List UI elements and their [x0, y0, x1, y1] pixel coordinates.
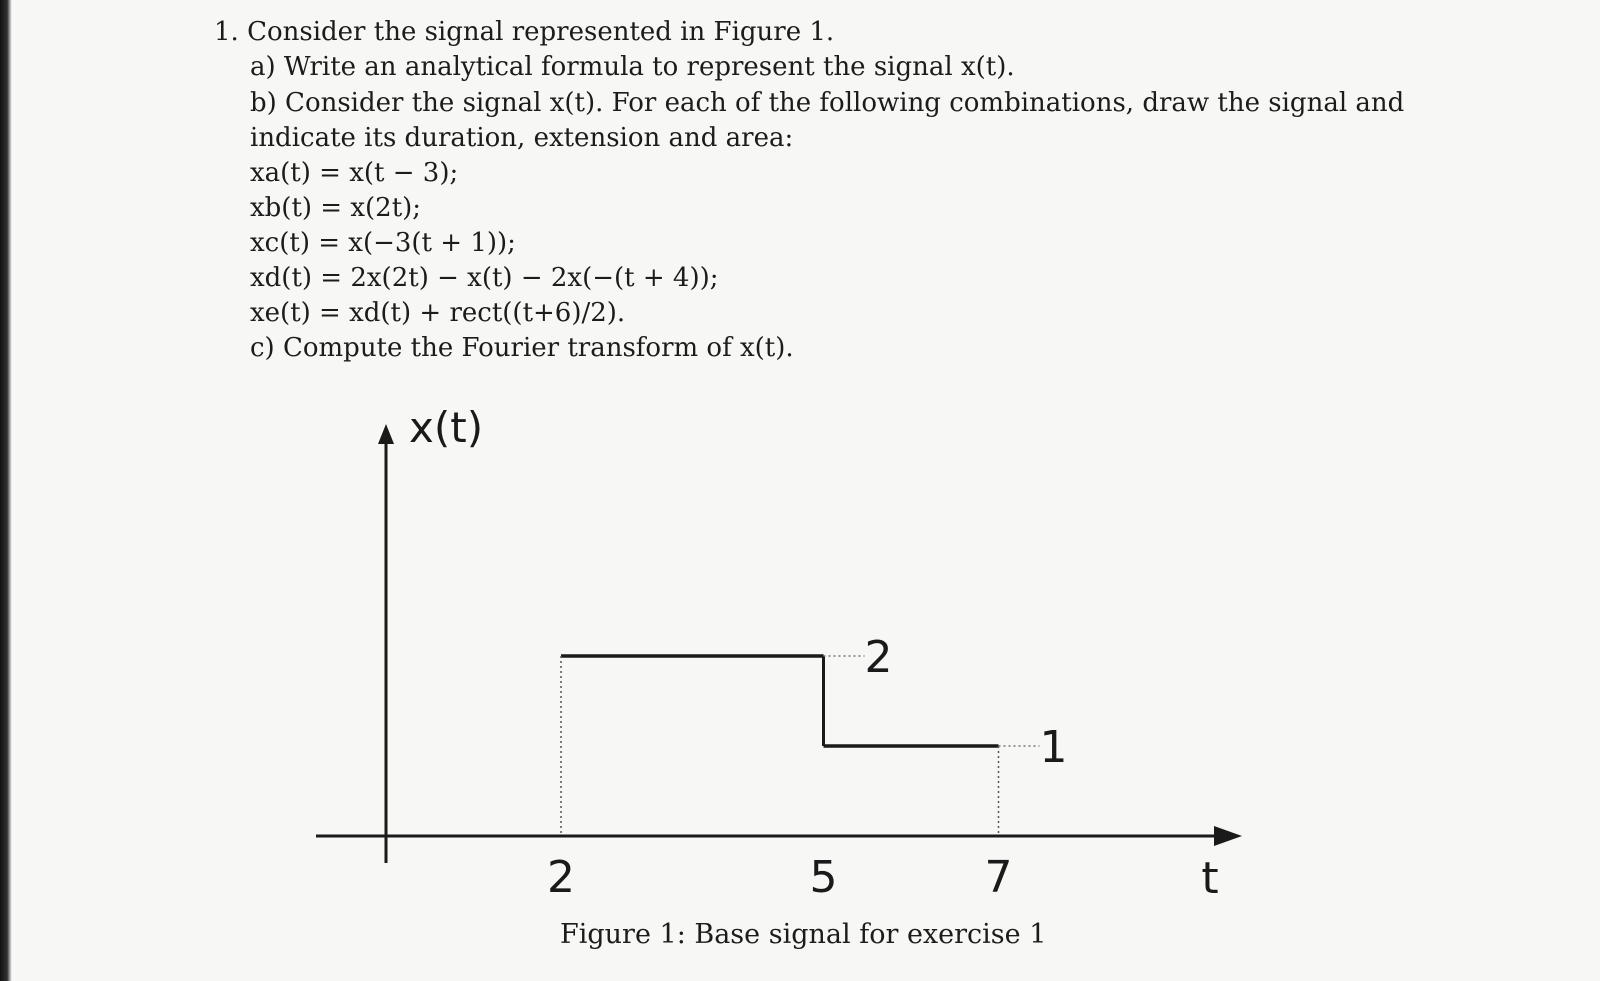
x-tick-label: 2: [547, 852, 575, 903]
part-a-text: a) Write an analytical formula to represent the signal x(t).: [250, 52, 1015, 82]
level-label: 1: [1039, 722, 1068, 773]
part-c-text: c) Compute the Fourier transform of x(t).: [250, 333, 794, 363]
y-axis-arrowhead: [378, 424, 394, 444]
equation-xb: xb(t) = x(2t);: [250, 193, 422, 223]
level-label: 2: [864, 632, 893, 683]
question-title: 1. Consider the signal represented in Figure 1.: [214, 17, 835, 47]
y-axis-label: x(t): [409, 403, 484, 452]
part-b-text-line-2: indicate its duration, extension and area:: [250, 123, 794, 153]
x-axis-arrowhead: [1214, 826, 1242, 846]
equation-xd: xd(t) = 2x(2t) − x(t) − 2x(−(t + 4));: [250, 263, 719, 293]
x-tick-label: 5: [809, 852, 838, 903]
x-axis-label: t: [1201, 853, 1219, 904]
figure-caption: Figure 1: Base signal for exercise 1: [560, 919, 1047, 950]
equation-xa: xa(t) = x(t − 3);: [250, 158, 459, 188]
part-b-text-line-1: b) Consider the signal x(t). For each of the following combinations, draw the signal and: [250, 88, 1405, 118]
x-tick-label: 7: [984, 852, 1013, 903]
equation-xe: xe(t) = xd(t) + rect((t+6)/2).: [250, 298, 626, 328]
equation-xc: xc(t) = x(−3(t + 1));: [250, 228, 516, 258]
